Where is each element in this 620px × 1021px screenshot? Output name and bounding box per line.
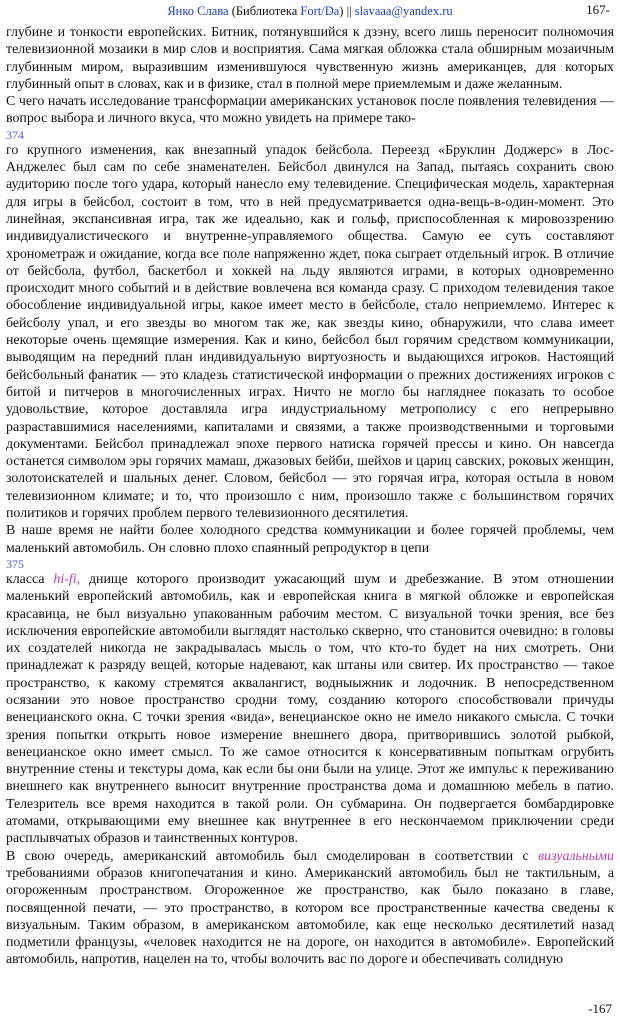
author-link[interactable]: Янко Слава	[167, 4, 229, 18]
paragraph-6-start: В свою очередь, американский автомобиль был смоделирован в соответствии с	[6, 848, 539, 864]
library-label-open: (Библиотека	[228, 4, 301, 18]
paragraph-1: глубине и тонкости европейских. Битник, потянувшийся к дзэну, всего лишь переносит полномочия телевизионной мозаики в мир слов и восприятия. Сама мягкая обложка стала обширным мозаичным глубинным миром, выразившим изменившуюся чувственную жизнь американцев, для которых глубинный опыт в словах, как и в физике, стал в полной мере приемлемым и даже желанным.	[6, 25, 614, 92]
paragraph-2: С чего начать исследование трансформации американских установок после появления телевидения — вопрос выбора и личного вкуса, что можно увидеть на примере тако-	[6, 94, 614, 127]
email-link[interactable]: slavaaa@yandex.ru	[354, 4, 453, 18]
body-text	[6, 24, 614, 969]
page-marker-375: 375	[6, 556, 24, 571]
page-marker-374: 374	[6, 127, 24, 142]
fortda-link[interactable]: Fort/Da	[300, 4, 340, 18]
page-header	[6, 0, 614, 24]
header-credits	[6, 3, 614, 19]
footer-page-number: -167	[588, 1001, 612, 1016]
hifi-highlight: hi-fi,	[53, 571, 81, 587]
paragraph-5	[6, 571, 614, 848]
paragraph-6	[6, 848, 614, 969]
library-label-close: ) ||	[339, 4, 355, 18]
paragraph-6-rest: требованиями образов книгопечатания и кино. Американский автомобиль был не тактильным, а огороженным пространством. Огороженное же пространство, как было показано в главе, посвященной печати, — это пространство, в котором все пространственные качества сведены к визуальным. Таким образом, в американском автомобиле, как еще несколько десятилетий назад подметили французы, «человек находится не на дороге, он находится в автомобиле». Европейский автомобиль, напротив, нацелен на то, чтобы волочить вас по дороге и обеспечивать солидную	[6, 865, 614, 968]
paragraph-5-start: класса	[6, 571, 54, 587]
paragraph-4: В наше время не найти более холодного средства коммуникации и более горячей проблемы, чем маленький автомобиль. Он словно плохо спаянный репродуктор в цепи	[6, 523, 614, 556]
visual-highlight: визуальными	[538, 848, 614, 864]
paragraph-5-rest: днище которого производит ужасающий шум и дребезжание. В этом отношении маленький европейский автомобиль, как и европейская книга в мягкой обложке и европейская красавица, не был визуально упакованным рабочим местом. С визуальной точки зрения, все без исключения европейские автомобили выглядят настолько скверно, что становится очевидно: в головы их создателей никогда не закрадывалась мысль о том, что кто-то будет на них смотреть. Они принадлежат к разряду вещей, которые надевают, как штаны или свитер. Их пространство — такое пространство, к какому стремятся аквалангист, водныыжник и лодочник. В непосредственном осязании это новое пространство сродни тому, созданию которого способствовали причуды венецианского окна. С точки зрения «вида», венецианское окно не имело никакого смысла. С точки зрения попытки открыть новое измерение внешнего двора, притворившись золотой рыбкой, венецианское окно имеет смысл. То же самое относится к консервативным попыткам огрубить внутренние стены и текстуры дома, как если бы они были на улице. Этот же импульс к переживанию внешнего как внутреннего выносит внутренние пространства дома и домашнюю мебель в патио. Телезритель все время находится в такой роли. Он субмарина. Он подвергается бомбардировке атомами, открывающими ему внешнее как внутреннее в его нескончаемом приключении среди расплывчатых образов и таинственных контуров.	[6, 571, 615, 847]
header-page-number: 167-	[586, 2, 610, 17]
paragraph-3: го крупного изменения, как внезапный упадок бейсбола. Переезд «Бруклин Доджерс» в Лос-Анджелес был сам по себе знаменателен. Бейсбол двинулся на Запад, пытаясь сохранить свою аудиторию после того удара, который нанесло ему телевидение. Специфическая модель, характерная для игры в бейсбол, состоит в том, что в ней предусматривается одна-вещь-в-один-момент. Это линейная, экспансивная игра, так же идеально, как и гольф, приспособленная к мировоззрению индивидуалистического и внутренне-управляемого общества. Самую ее суть составляют хронометраж и ожидание, когда все поле напряженно ждет, пока сыграет отдельный игрок. В отличие от бейсбола, футбол, баскетбол и хоккей на льду являются играми, в которых одновременно происходит много событий и в действие вовлечена вся команда сразу. С приходом телевидения такое обособление индивидуальной игры, какое имеет место в бейсболе, стало неприемлемо. Интерес к бейсболу упал, и его звезды во многом так же, как звезды кино, обнаружили, что слава имеет некоторые очень щемящие измерения. Как и кино, бейсбол был горячим средством коммуникации, выводящим на передний план индивидуальную виртуозность и выдающихся игроков. Настоящий бейсбольный фанатик — это кладезь статистической информации о прежних достижениях игроков с битой и питчеров в многочисленных играх. Ничто не могло бы нагляднее показать то особое удовольствие, которое доставляла игра индустриальному метрополису с его непрерывно разраставшимися населениями, капиталами и связями, а также производственными и торговыми документами. Бейсбол принадлежал эпохе первого натиска горячей прессы и кино. Он навсегда останется символом эры горячих мамаш, джазовых бейби, шейхов и цариц савских, роковых женщин, золотоискателей и шальных денег. Словом, бейсбол — это горячая игра, которая остыла в новом телевизионном климате; и то, что произошло с ним, произошло также с большинством горячих политиков и горячих проблем первого телевизионного десятилетия.	[6, 142, 614, 522]
